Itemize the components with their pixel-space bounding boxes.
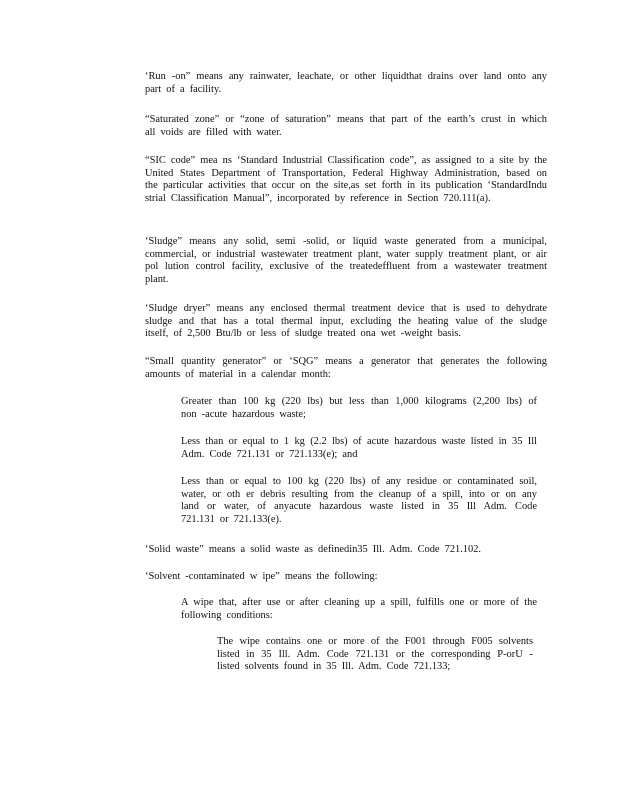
definition-solid-waste: ‘Solid waste” means a solid waste as definedin35 Ill. Adm. Code 721.102.: [145, 544, 481, 555]
definition-sludge: ‘Sludge” means any solid, semi -solid, or liquid waste generated from a municipal, commercial, or industrial wastewater treatment plant, water supply treatment plant, or air pol lution control facility, exclusive of the treatedeffluent from a wastewater treatment plant.: [145, 236, 547, 285]
sqg-item-1: Greater than 100 kg (220 lbs) but less than 1,000 kilograms (2,200 lbs) of non -acute hazardous waste;: [181, 396, 537, 420]
definition-sludge-dryer: ‘Sludge dryer” means any enclosed thermal treatment device that is used to dehydrate sludge and that has a total thermal input, excluding the heating value of the sludge itself, of 2,500 Btu/lb or less of sludge treated ona wet -weight basis.: [145, 303, 547, 340]
sqg-item-3: Less than or equal to 100 kg (220 lbs) of any residue or contaminated soil, water, or oth er debris resulting from the cleanup of a spill, into or on any land or water, of anyacute hazardous waste listed in 35 Ill Adm. Code 721.131 or 721.133(e).: [181, 476, 537, 525]
definition-saturated-zone: “Saturated zone” or “zone of saturation” means that part of the earth’s crust in which all voids are filled with water.: [145, 114, 547, 138]
definition-run-on: ‘Run -on” means any rainwater, leachate, or other liquidthat drains over land onto any part of a facility.: [145, 71, 547, 95]
sqg-item-2: Less than or equal to 1 kg (2.2 lbs) of acute hazardous waste listed in 35 Ill Adm. Code 721.131 or 721.133(e); and: [181, 436, 537, 460]
definition-small-quantity-generator: “Small quantity generator” or ‘SQG” means a generator that generates the following amounts of material in a calendar month:: [145, 356, 547, 380]
wipe-condition-intro: A wipe that, after use or after cleaning up a spill, fulfills one or more of the following conditions:: [181, 597, 537, 621]
wipe-condition-1: The wipe contains one or more of the F001 through F005 solvents listed in 35 Ill. Adm. Code 721.131 or the corresponding P-orU - listed solvents found in 35 Ill. Adm. Code 721.133;: [217, 636, 533, 673]
definition-solvent-contaminated-wipe: ‘Solvent -contaminated w ipe” means the following:: [145, 571, 378, 582]
definition-sic-code: “SIC code” mea ns ‘Standard Industrial Classification code”, as assigned to a site by the United States Department of Transportation, Federal Highway Administration, based on the particular activities that occur on the site,as set forth in its publication ‘StandardIndu strial Classification Manual”, incorporated by reference in Section 720.111(a).: [145, 155, 547, 204]
